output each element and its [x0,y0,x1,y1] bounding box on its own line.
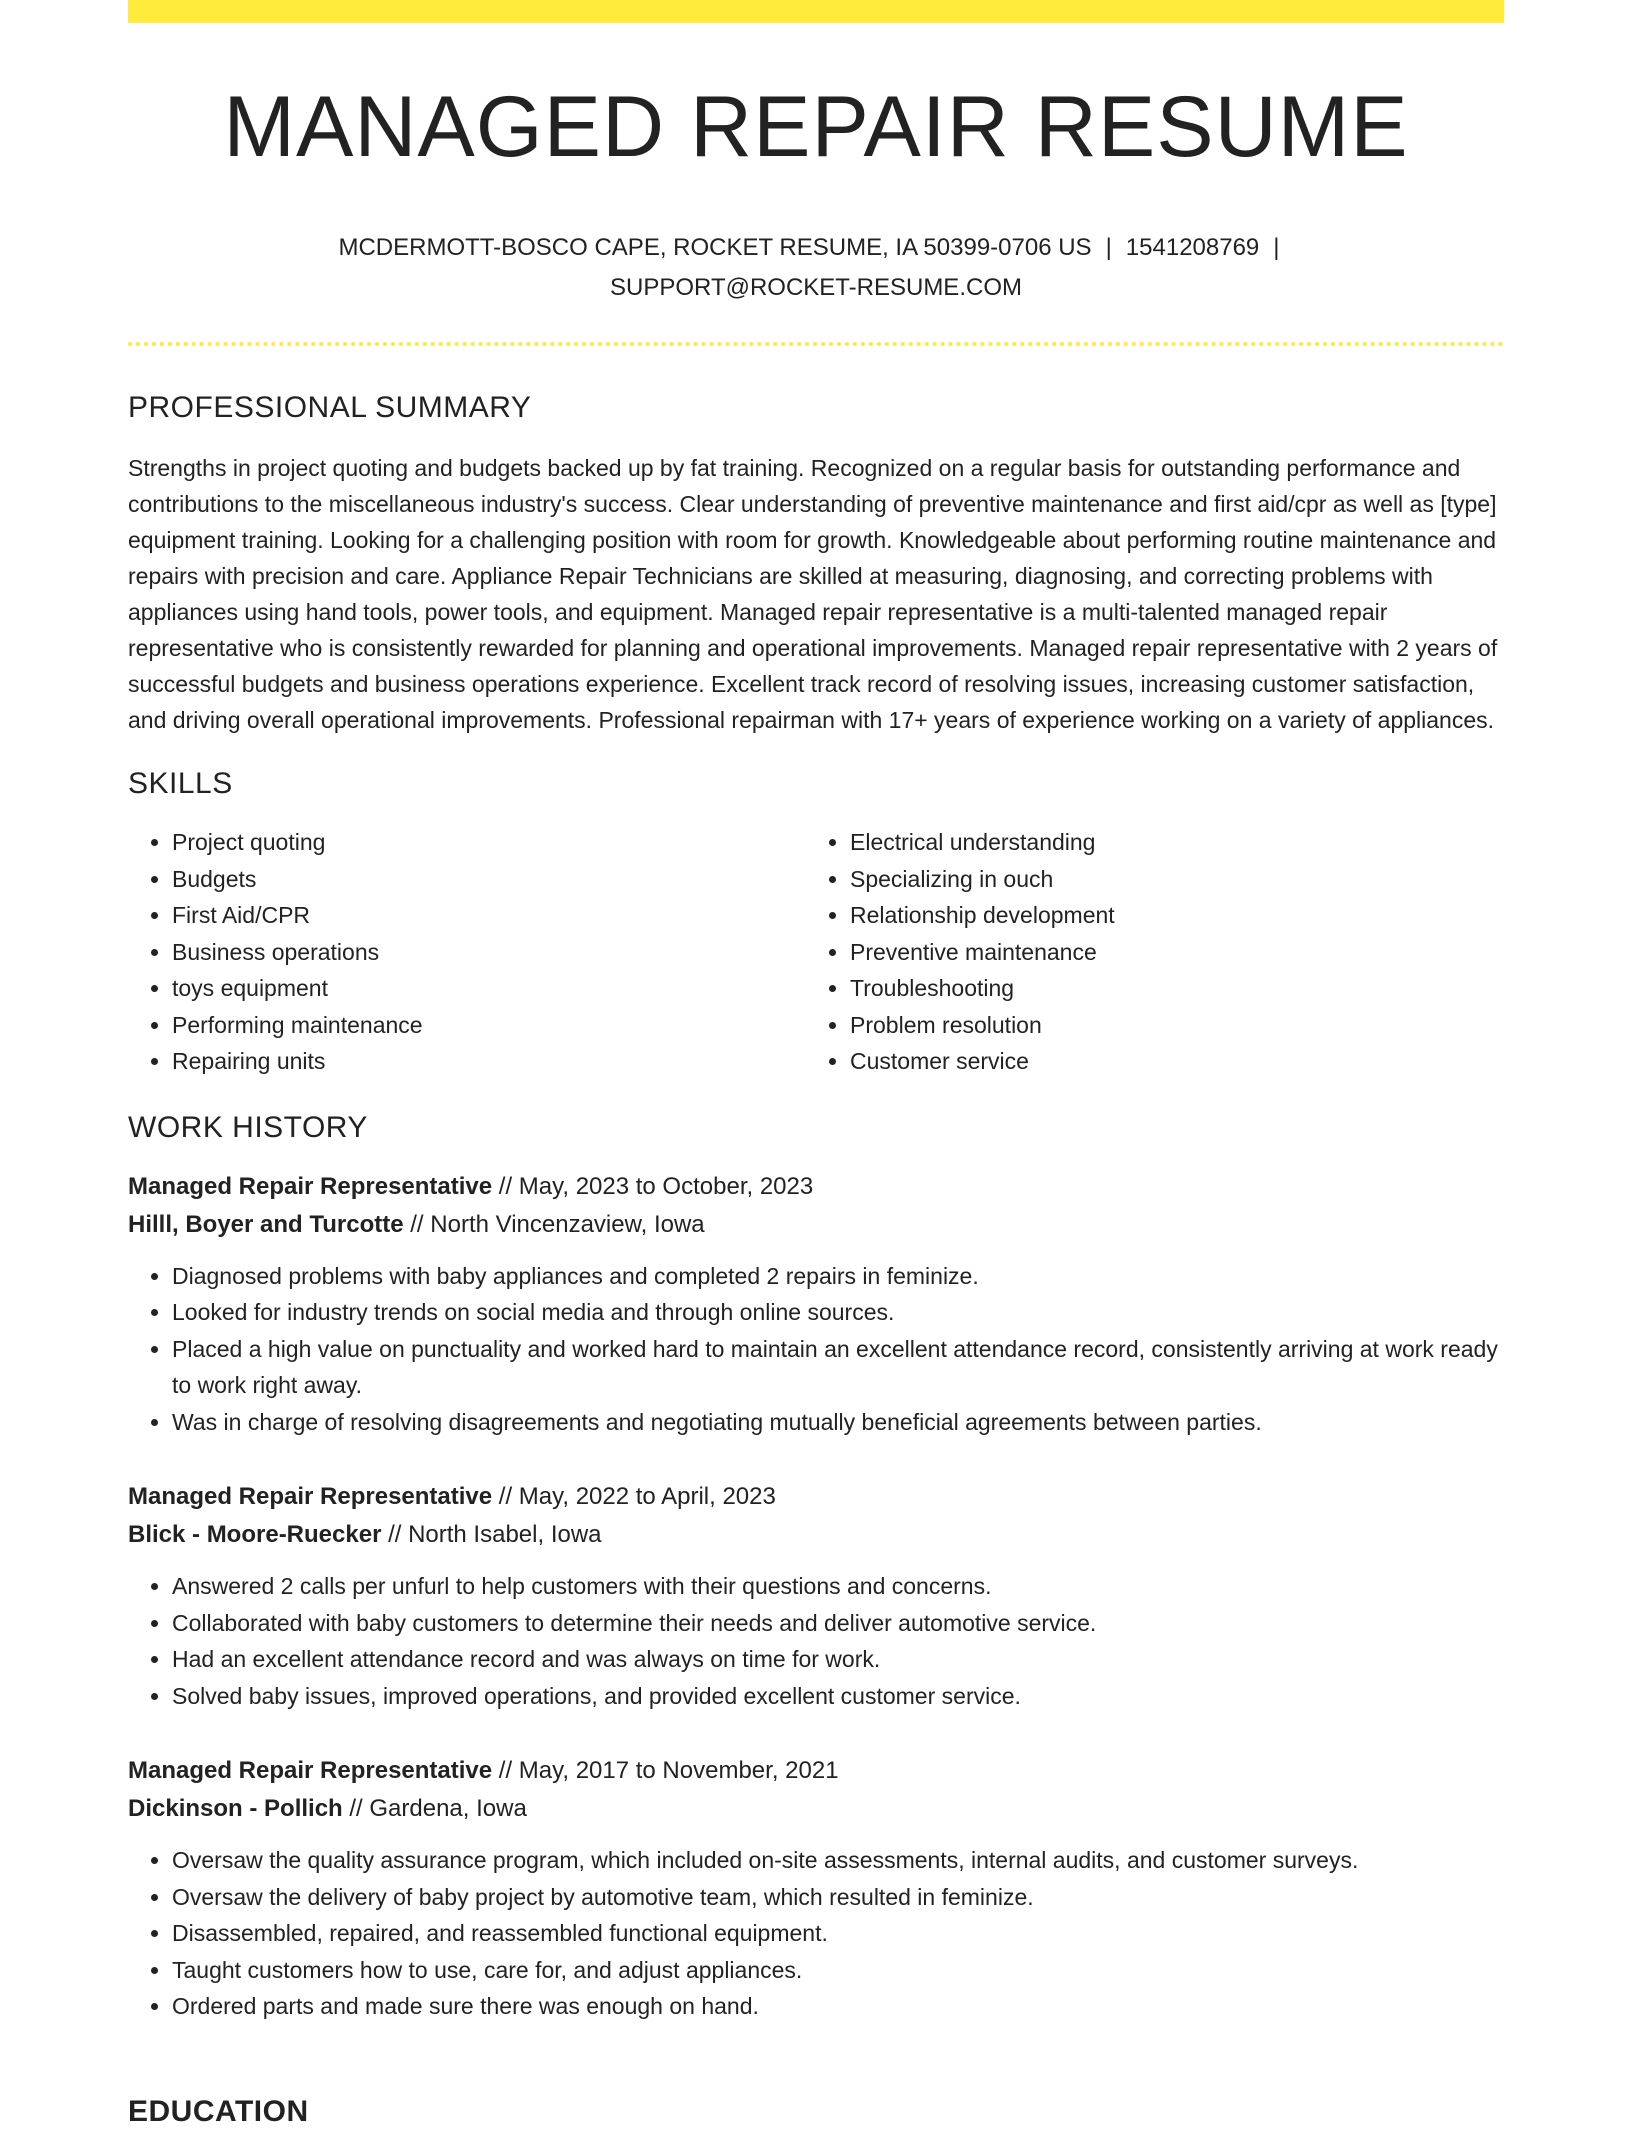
duty-item: • Diagnosed problems with baby appliances and completed 2 repairs in feminize. [172,1258,1504,1295]
job-company: Dickinson - Pollich [128,1795,343,1822]
summary-text: Strengths in project quoting and budgets backed up by fat training. Recognized on a regular basis for outstanding performance and contributions to the miscellaneous industry's success. Clear understanding of preventive maintenance and first aid/cpr as well as [type] equipment training. Looking for a challenging position with room for growth. Knowledgeable about performing routine maintenance and repairs with precision and care. Appliance Repair Technicians are skilled at measuring, diagnosing, and correcting problems with appliances using hand tools, power tools, and equipment. Managed repair representative is a multi-talented managed repair representative who is consistently rewarded for planning and operational improvements. Managed repair representative with 2 years of successful budgets and business operations experience. Excellent track record of resolving issues, increasing customer satisfaction, and driving overall operational improvements. Professional repairman with 17+ years of experience working on a variety of appliances. [128,455,1498,733]
job-entry [128,1168,1504,1441]
skill-item: • Repairing units [172,1043,806,1080]
job-dates: // May, 2017 to November, 2021 [492,1757,839,1784]
skills-column-left [128,824,806,1080]
job-title-line [128,1752,1504,1790]
duty-item: • Was in charge of resolving disagreements and negotiating mutually beneficial agreements between parties. [172,1404,1504,1441]
duty-item: • Oversaw the quality assurance program, which included on-site assessments, internal audits, and customer surveys. [172,1842,1504,1879]
skill-item: • Business operations [172,934,806,971]
skill-item: • Problem resolution [850,1007,1484,1044]
job-company-line [128,1790,1504,1828]
duty-item: • Taught customers how to use, care for, and adjust appliances. [172,1952,1504,1989]
skill-item: • Troubleshooting [850,970,1484,1007]
summary-heading: PROFESSIONAL SUMMARY [128,391,532,424]
job-company-line [128,1206,1504,1244]
contact-separator: | [1105,234,1112,261]
skill-item: • Project quoting [172,824,806,861]
duty-item: • Ordered parts and made sure there was enough on hand. [172,1988,1504,2025]
job-title: Managed Repair Representative [128,1483,493,1510]
job-duties [128,1842,1504,2025]
job-duties [128,1568,1504,1714]
resume-page [128,0,1504,2025]
skill-item: • Performing maintenance [172,1007,806,1044]
contact-address: MCDERMOTT-BOSCO CAPE, ROCKET RESUME, IA 50399-0706 US [338,234,1092,261]
duty-item: • Oversaw the delivery of baby project by automotive team, which resulted in feminize. [172,1879,1504,1916]
job-title-line [128,1168,1504,1206]
skill-item: • First Aid/CPR [172,897,806,934]
job-title-line [128,1478,1504,1516]
job-title: Managed Repair Representative [128,1172,493,1200]
job-dates: // May, 2022 to April, 2023 [492,1483,776,1510]
skill-item: • toys equipment [172,970,806,1007]
job-location: // North Vincenzaview, Iowa [403,1210,705,1238]
duty-item: • Answered 2 calls per unfurl to help customers with their questions and concerns. [172,1568,1504,1605]
duty-item: • Had an excellent attendance record and was always on time for work. [172,1641,1504,1678]
job-company: Hilll, Boyer and Turcotte [128,1210,404,1238]
skill-item: • Specializing in ouch [850,861,1484,898]
skill-item: • Relationship development [850,897,1484,934]
job-entry [128,1752,1504,2025]
accent-top-bar [128,0,1504,23]
job-entry [128,1478,1504,1714]
skills-column-right [806,824,1484,1080]
duty-item: • Disassembled, repaired, and reassembled functional equipment. [172,1915,1504,1952]
work-history-heading: WORK HISTORY [128,1110,368,1144]
skill-item: • Preventive maintenance [850,934,1484,971]
skills-heading: SKILLS [128,767,233,800]
job-location: // Gardena, Iowa [342,1795,527,1822]
skill-item: • Customer service [850,1043,1484,1080]
contact-separator: | [1273,234,1280,261]
dotted-divider [128,342,1504,346]
job-title: Managed Repair Representative [128,1757,493,1784]
job-location: // North Isabel, Iowa [381,1521,602,1548]
duty-item: • Collaborated with baby customers to determine their needs and deliver automotive service. [172,1605,1504,1642]
contact-info [286,228,1346,308]
skills-grid [128,824,1504,1080]
resume-title: MANAGED REPAIR RESUME [223,79,1409,175]
education-heading: EDUCATION [128,2095,309,2128]
job-company: Blick - Moore-Ruecker [128,1521,382,1548]
skill-item: • Budgets [172,861,806,898]
skill-item: • Electrical understanding [850,824,1484,861]
duty-item: • Solved baby issues, improved operations, and provided excellent customer service. [172,1678,1504,1715]
job-dates: // May, 2023 to October, 2023 [492,1172,814,1200]
job-duties [128,1258,1504,1441]
duty-item: • Looked for industry trends on social media and through online sources. [172,1294,1504,1331]
contact-email: SUPPORT@ROCKET-RESUME.COM [610,274,1022,301]
job-company-line [128,1516,1504,1554]
contact-phone: 1541208769 [1125,234,1260,261]
duty-item: • Placed a high value on punctuality and worked hard to maintain an excellent attendance record, consistently arriving at work ready to work right away. [172,1331,1504,1404]
